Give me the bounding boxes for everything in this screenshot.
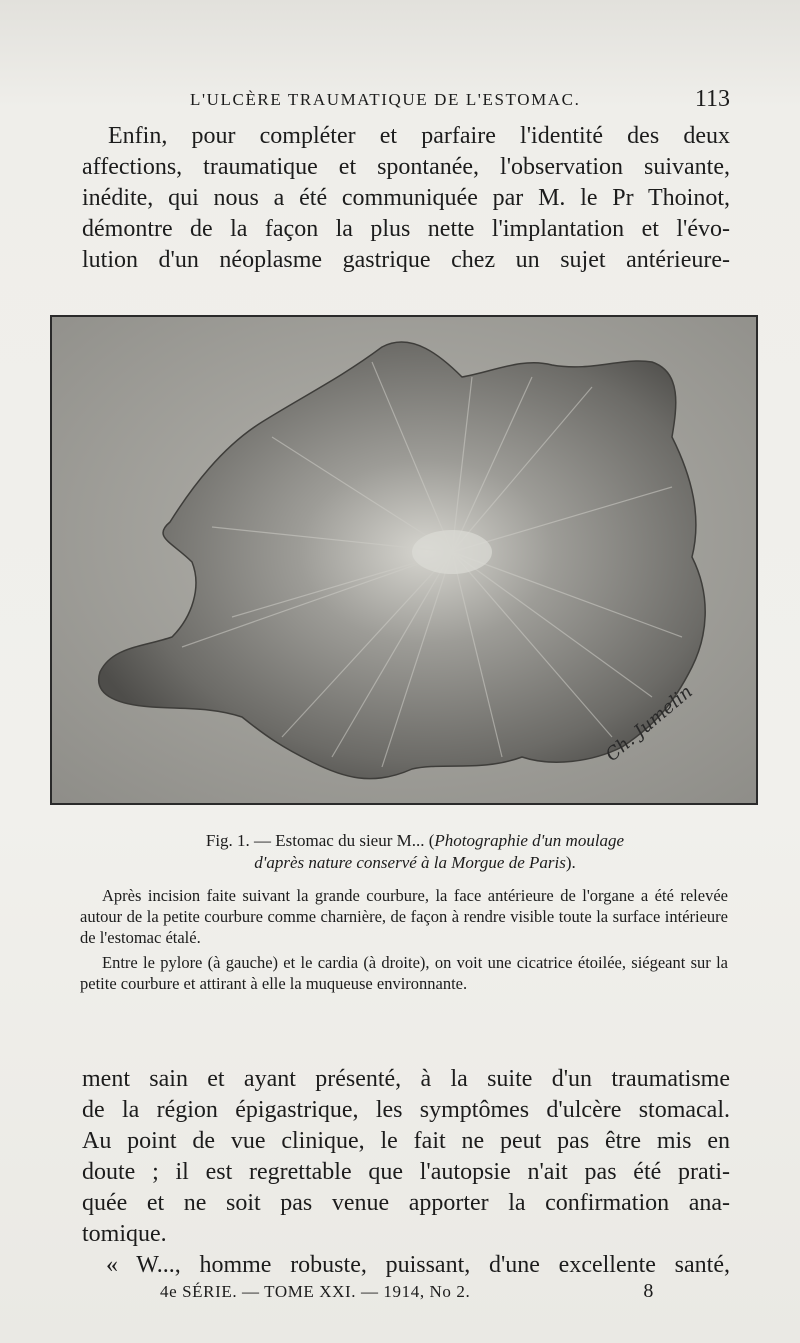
intro-line: démontre de la façon la plus nette l'implantation et l'évo-	[82, 216, 730, 242]
photographer-signature: Ch. Jumelin	[601, 681, 697, 766]
intro-paragraph	[82, 121, 730, 276]
stomach-photograph	[50, 315, 758, 805]
page-header	[80, 88, 730, 118]
figure-caption	[100, 830, 730, 874]
stellate-scar	[412, 530, 492, 574]
body-line: de la région épigastrique, les symptômes d'ulcère stomacal.	[82, 1097, 730, 1123]
body-line: tomique.	[82, 1221, 167, 1247]
page-footer	[160, 1282, 660, 1302]
body-line: quée et ne soit pas venue apporter la confirmation ana-	[82, 1190, 730, 1216]
quote-line: « W..., homme robuste, puissant, d'une excellente santé,	[106, 1252, 730, 1278]
stomach-mould-illustration	[52, 317, 756, 803]
intro-line: affections, traumatique et spontanée, l'observation suivante,	[82, 154, 730, 180]
caption-italic: Photographie d'un moulage	[434, 831, 625, 850]
series-info: 4e SÉRIE. — TOME XXI. — 1914, No 2.	[160, 1282, 471, 1301]
body-line: ment sain et ayant présenté, à la suite d'un traumatisme	[82, 1066, 730, 1092]
caption-italic: d'après nature conservé à la Morgue de Paris	[254, 853, 566, 872]
figure-legend-paragraph: Après incision faite suivant la grande courbure, la face antérieure de l'organe a été relevée autour de la petite courbure comme charnière, de façon à rendre visible toute la surface intérieure de l'estomac étalé.	[80, 886, 728, 947]
intro-line: inédite, qui nous a été communiquée par M. le Pr Thoinot,	[82, 185, 730, 211]
body-paragraph	[82, 1064, 730, 1281]
figure-legend-paragraph: Entre le pylore (à gauche) et le cardia (à droite), on voit une cicatrice étoilée, siégeant sur la petite courbure et attirant à elle la muqueuse environnante.	[80, 953, 728, 993]
caption-end: ).	[565, 853, 576, 872]
running-head: L'ULCÈRE TRAUMATIQUE DE L'ESTOMAC.	[190, 90, 581, 109]
intro-line: lution d'un néoplasme gastrique chez un sujet antérieure-	[82, 247, 730, 273]
body-line: doute ; il est regrettable que l'autopsie n'ait pas été prati-	[82, 1159, 730, 1185]
signature-number: 8	[643, 1280, 654, 1302]
body-line: Au point de vue clinique, le fait ne peut pas être mis en	[82, 1128, 730, 1154]
caption-title: Fig. 1. — Estomac du sieur M... (	[205, 831, 435, 850]
page-number: 113	[694, 86, 730, 112]
intro-line: Enfin, pour compléter et parfaire l'identité des deux	[108, 123, 730, 149]
